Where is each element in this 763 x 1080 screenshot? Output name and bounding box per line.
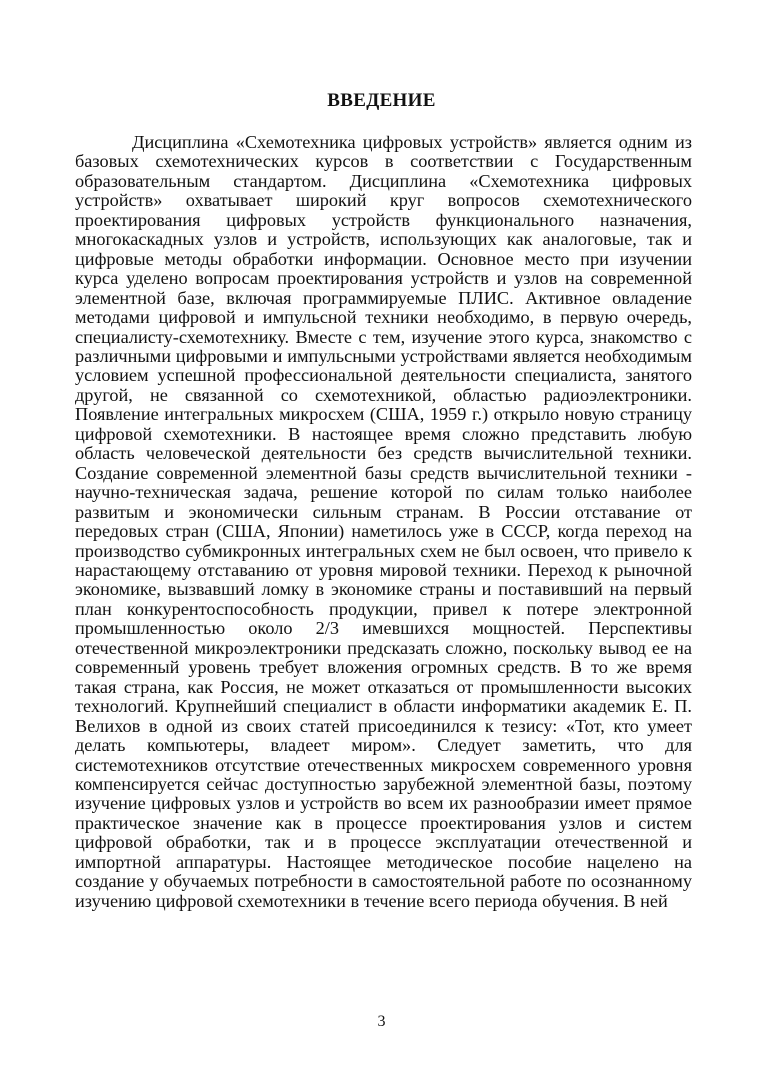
body-paragraph: Дисциплина «Схемотехника цифровых устройств» является одним из базовых схемотехнических курсов в соответствии с Государственным образовательным стандартом. Дисциплина «Схемотехника цифровых устройств» охватывает широкий круг вопросов схемотехнического проектирования цифровых устройств функционального назначения, многокаскадных узлов и устройств, использующих как аналоговые, так и цифровые методы обработки информации. Основное место при изучении курса уделено вопросам проектирования устройств и узлов на современной элементной базе, включая программируемые ПЛИС. Активное овладение методами цифровой и импульсной техники необходимо, в первую очередь, специалисту-схемотехнику. Вместе с тем, изучение этого курса, знакомство с различными цифровыми и импульсными устройствами является необходимым условием успешной профессиональной деятельности специалиста, занятого другой, не связанной со схемотехникой, областью радиоэлектроники. Появление интегральных микросхем (США, 1959 г.) открыло новую страницу цифровой схемотехники. В настоящее время сложно представить любую область человеческой деятельности без средств вычислительной техники. Создание современной элементной базы средств вычислительной техники - научно-техническая задача, решение которой по силам только наиболее развитым и экономически сильным странам. В России отставание от передовых стран (США, Японии) наметилось уже в СССР, когда переход на производство субмикронных интегральных схем не был освоен, что привело к нарастающему отставанию от уровня мировой техники. Переход к рыночной экономике, вызвавший ломку в экономике страны и поставивший на первый план конкурентоспособность продукции, привел к потере электронной промышленностью около 2/3 имевшихся мощностей. Перспективы отечественной микроэлектроники предсказать сложно, поскольку вывод ее на современный уровень требует вложения огромных средств. В то же время такая страна, как Россия, не может отказаться от промышленности высоких технологий. Крупнейший специалист в области информатики академик Е. П. Велихов в одной из своих статей присоединился к тезису: «Тот, кто умеет делать компьютеры, владеет миром». Следует заметить, что для системотехников отсутствие отечественных микросхем современного уровня компенсируется сейчас доступностью зарубежной элементной базы, поэтому изучение цифровых узлов и устройств во всем их разнообразии имеет прямое практическое значение как в процессе проектирования узлов и систем цифровой обработки, так и в процессе эксплуатации отечественной и импортной аппаратуры. Настоящее методическое пособие нацелено на создание у обучаемых потребности в самостоятельной работе по осознанному изучению цифровой схемотехники в течение всего периода обучения. В ней	[75, 132, 692, 911]
page-number: 3	[377, 1013, 386, 1030]
section-title: ВВЕДЕНИЕ	[327, 90, 436, 111]
